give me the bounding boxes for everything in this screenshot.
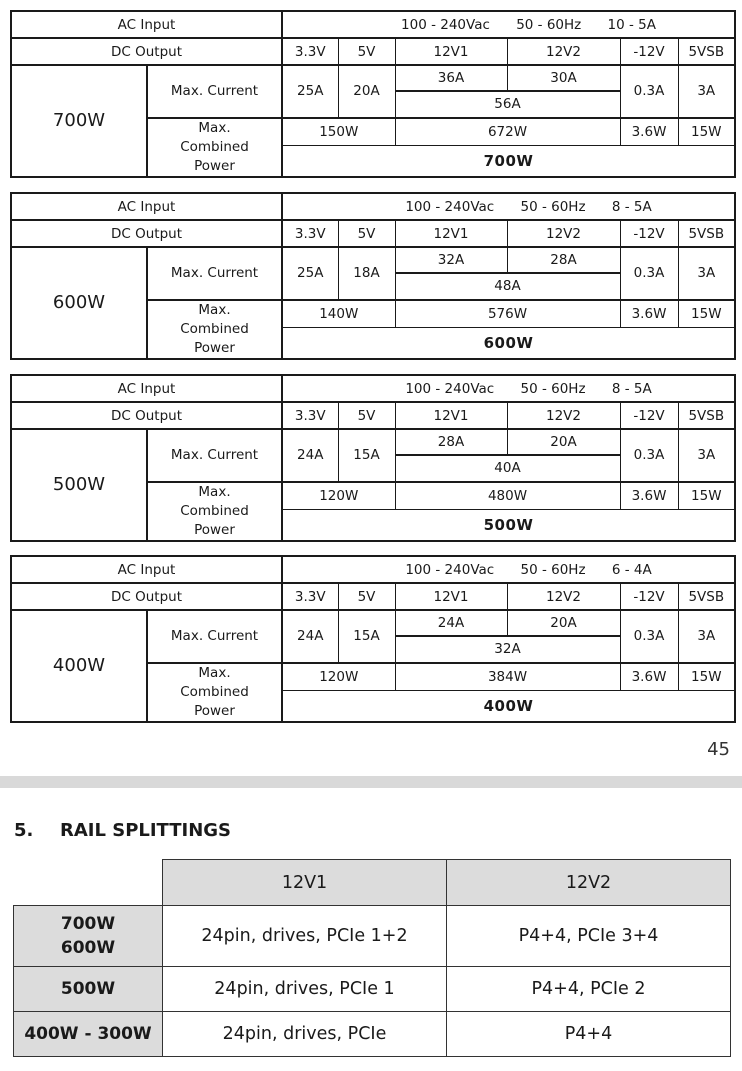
max-current-label: Max. Current (147, 610, 282, 662)
current-12v1: 24A (395, 610, 507, 636)
rail-row-model: 400W - 300W (14, 1012, 163, 1057)
current-5v: 15A (338, 429, 395, 481)
ac-current: 8 - 5A (611, 380, 652, 397)
psu-table-500w (10, 374, 734, 540)
ac-input-label: AC Input (11, 375, 282, 402)
ac-frequency: 50 - 60Hz (516, 16, 582, 33)
model-wattage: 600W (11, 247, 147, 359)
rail-12v1-assignment: 24pin, drives, PCIe 1+2 (163, 906, 447, 967)
ac-input-label: AC Input (11, 556, 282, 583)
rail-header-5v: 5V (338, 220, 395, 247)
total-power: 600W (282, 327, 735, 358)
ac-voltage: 100 - 240Vac (401, 16, 490, 33)
current-12v2: 30A (507, 65, 620, 91)
current-5v: 18A (338, 247, 395, 299)
total-power: 400W (282, 690, 735, 721)
model-wattage: 700W (11, 65, 147, 177)
psu-table-400w (10, 555, 734, 721)
combined-5vsb: 15W (678, 663, 735, 690)
rail-header-12v1: 12V1 (395, 220, 507, 247)
current-neg12v: 0.3A (620, 429, 678, 481)
rail-header-5v: 5V (338, 38, 395, 65)
max-current-label: Max. Current (147, 65, 282, 117)
combined-12v: 384W (395, 663, 620, 690)
ac-voltage: 100 - 240Vac (405, 380, 495, 397)
combined-3v3-5v: 120W (282, 663, 395, 690)
psu-table-700w (10, 10, 734, 176)
current-12v2: 20A (507, 610, 620, 636)
rail-header-neg12v: -12V (620, 402, 678, 429)
rail-header-5vsb: 5VSB (678, 38, 735, 65)
combined-12v: 576W (395, 300, 620, 327)
rail-splitting-table (13, 859, 731, 1057)
rail-row-model (14, 906, 163, 967)
current-neg12v: 0.3A (620, 247, 678, 299)
rail-header-5v: 5V (338, 583, 395, 610)
dc-output-label: DC Output (11, 583, 282, 610)
section-heading (14, 820, 231, 841)
rail-model-line: 600W (60, 938, 116, 958)
rail-header-3v3: 3.3V (282, 583, 338, 610)
ac-input-label: AC Input (11, 193, 282, 220)
psu-table-600w (10, 192, 734, 358)
rail-model-line: 700W (60, 914, 116, 934)
rail-header-12v2: 12V2 (447, 860, 731, 906)
current-3v3: 24A (282, 429, 338, 481)
current-3v3: 25A (282, 247, 338, 299)
current-12v2: 20A (507, 429, 620, 455)
rail-header-neg12v: -12V (620, 220, 678, 247)
current-3v3: 25A (282, 65, 338, 117)
rail-header-neg12v: -12V (620, 583, 678, 610)
current-5v: 20A (338, 65, 395, 117)
combined-12v: 480W (395, 482, 620, 509)
ac-current: 6 - 4A (611, 561, 652, 578)
spec-table (10, 10, 736, 178)
rail-header-5v: 5V (338, 402, 395, 429)
current-12v1: 36A (395, 65, 507, 91)
current-12v1: 32A (395, 247, 507, 273)
current-12v-combined: 48A (395, 273, 620, 299)
ac-frequency: 50 - 60Hz (520, 380, 586, 397)
max-current-label: Max. Current (147, 429, 282, 481)
current-5v: 15A (338, 610, 395, 662)
rail-12v1-assignment: 24pin, drives, PCIe (163, 1012, 447, 1057)
ac-input-values (282, 193, 735, 220)
current-neg12v: 0.3A (620, 610, 678, 662)
rail-row-model: 500W (14, 967, 163, 1012)
rail-table-corner (14, 860, 163, 906)
current-12v-combined: 40A (395, 455, 620, 481)
rail-12v2-assignment: P4+4 (447, 1012, 731, 1057)
spec-table (10, 555, 736, 723)
page-separator (0, 776, 742, 788)
rail-header-3v3: 3.3V (282, 38, 338, 65)
ac-input-values (282, 556, 735, 583)
ac-input-values (282, 11, 735, 38)
current-neg12v: 0.3A (620, 65, 678, 117)
ac-current: 10 - 5A (607, 16, 657, 33)
rail-header-neg12v: -12V (620, 38, 678, 65)
combined-3v3-5v: 150W (282, 118, 395, 145)
combined-3v3-5v: 140W (282, 300, 395, 327)
dc-output-label: DC Output (11, 220, 282, 247)
rail-header-12v2: 12V2 (507, 402, 620, 429)
section-number: 5. (14, 820, 34, 841)
max-current-label: Max. Current (147, 247, 282, 299)
max-combined-power-label: Max. Combined Power (147, 482, 282, 541)
rail-header-12v1: 12V1 (395, 583, 507, 610)
rail-header-12v1: 12V1 (163, 860, 447, 906)
total-power: 500W (282, 509, 735, 540)
rail-12v1-assignment: 24pin, drives, PCIe 1 (163, 967, 447, 1012)
max-combined-power-label: Max. Combined Power (147, 663, 282, 722)
combined-neg12v: 3.6W (620, 482, 678, 509)
rail-header-12v1: 12V1 (395, 402, 507, 429)
combined-5vsb: 15W (678, 118, 735, 145)
current-5vsb: 3A (678, 247, 735, 299)
page-number: 45 (707, 739, 730, 760)
max-combined-power-label: Max. Combined Power (147, 118, 282, 177)
combined-neg12v: 3.6W (620, 118, 678, 145)
ac-frequency: 50 - 60Hz (520, 198, 586, 215)
rail-12v2-assignment: P4+4, PCIe 3+4 (447, 906, 731, 967)
current-12v1: 28A (395, 429, 507, 455)
spec-table (10, 374, 736, 542)
rail-header-3v3: 3.3V (282, 220, 338, 247)
rail-12v2-assignment: P4+4, PCIe 2 (447, 967, 731, 1012)
spec-table (10, 192, 736, 360)
combined-neg12v: 3.6W (620, 300, 678, 327)
ac-input-label: AC Input (11, 11, 282, 38)
rail-header-3v3: 3.3V (282, 402, 338, 429)
combined-5vsb: 15W (678, 300, 735, 327)
rail-header-12v2: 12V2 (507, 583, 620, 610)
rail-header-12v2: 12V2 (507, 220, 620, 247)
current-5vsb: 3A (678, 65, 735, 117)
ac-input-values (282, 375, 735, 402)
section-title: RAIL SPLITTINGS (60, 820, 232, 841)
model-wattage: 500W (11, 429, 147, 541)
current-12v-combined: 32A (395, 636, 620, 662)
dc-output-label: DC Output (11, 402, 282, 429)
combined-neg12v: 3.6W (620, 663, 678, 690)
ac-voltage: 100 - 240Vac (405, 561, 495, 578)
combined-12v: 672W (395, 118, 620, 145)
current-12v-combined: 56A (395, 91, 620, 117)
max-combined-power-label: Max. Combined Power (147, 300, 282, 359)
current-5vsb: 3A (678, 610, 735, 662)
rail-header-5vsb: 5VSB (678, 220, 735, 247)
rail-header-5vsb: 5VSB (678, 583, 735, 610)
rail-header-5vsb: 5VSB (678, 402, 735, 429)
current-5vsb: 3A (678, 429, 735, 481)
combined-3v3-5v: 120W (282, 482, 395, 509)
rail-header-12v2: 12V2 (507, 38, 620, 65)
rail-header-12v1: 12V1 (395, 38, 507, 65)
ac-voltage: 100 - 240Vac (405, 198, 495, 215)
current-3v3: 24A (282, 610, 338, 662)
ac-current: 8 - 5A (611, 198, 652, 215)
combined-5vsb: 15W (678, 482, 735, 509)
ac-frequency: 50 - 60Hz (520, 561, 586, 578)
current-12v2: 28A (507, 247, 620, 273)
total-power: 700W (282, 145, 735, 176)
model-wattage: 400W (11, 610, 147, 722)
dc-output-label: DC Output (11, 38, 282, 65)
